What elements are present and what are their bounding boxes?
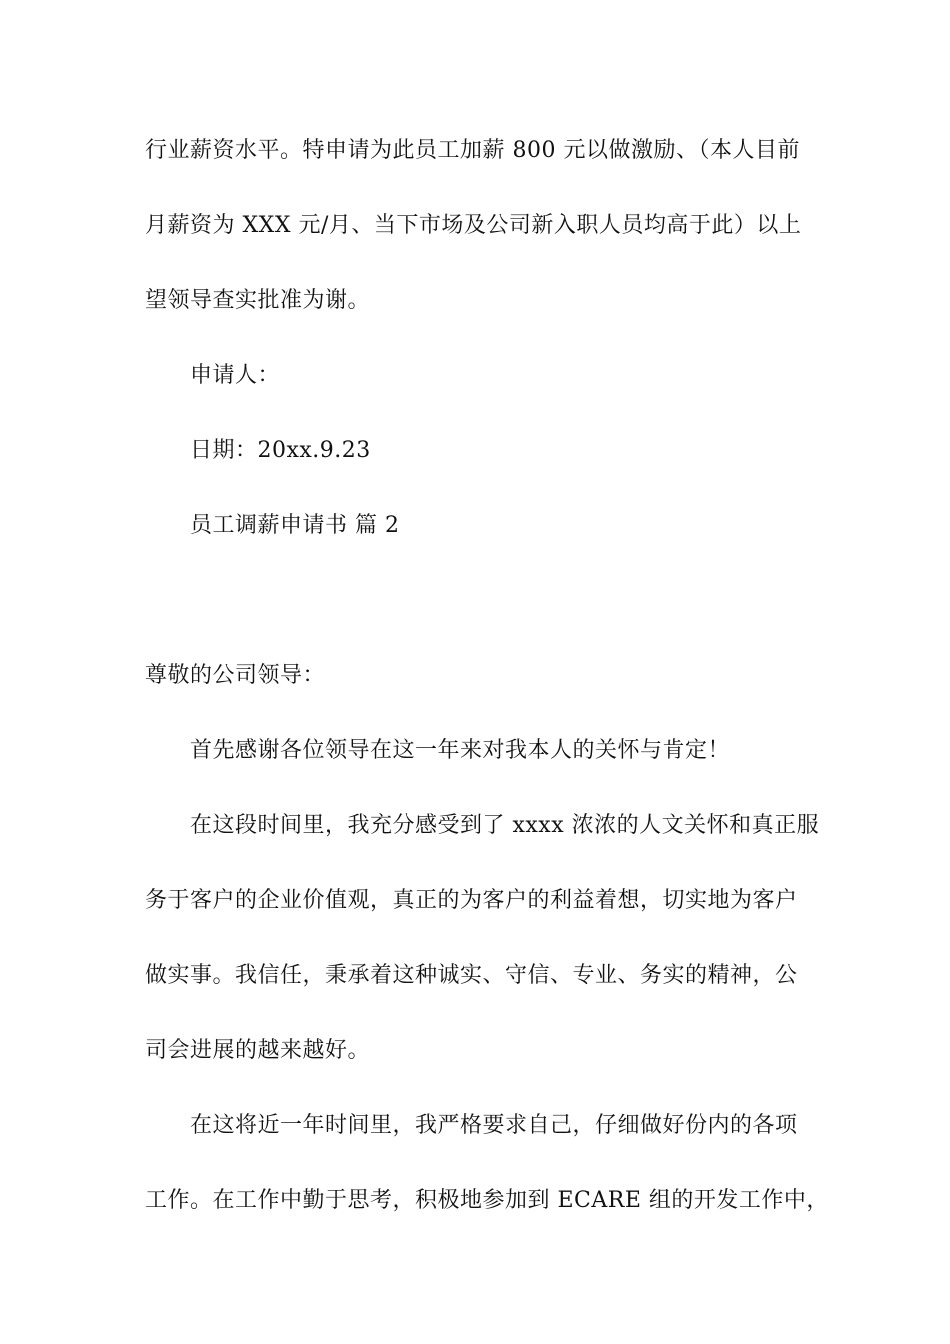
paragraph-2-line-2: 务于客户的企业价值观，真正的为客户的利益着想，切实地为客户 xyxy=(145,888,798,913)
body-text-line-1: 行业薪资水平。特申请为此员工加薪 800 元以做激励、（本人目前 xyxy=(145,138,800,163)
paragraph-3-line-2: 工作。在工作中勤于思考，积极地参加到 ECARE 组的开发工作中， xyxy=(145,1188,829,1213)
paragraph-2-line-3: 做实事。我信任，秉承着这种诚实、守信、专业、务实的精神，公 xyxy=(145,963,798,988)
paragraph-2-line-4: 司会进展的越来越好。 xyxy=(145,1038,371,1063)
paragraph-3-line-1: 在这将近一年时间里，我严格要求自己，仔细做好份内的各项 xyxy=(190,1113,798,1138)
paragraph-thanks: 首先感谢各位领导在这一年来对我本人的关怀与肯定！ xyxy=(190,738,731,763)
salutation: 尊敬的公司领导： xyxy=(145,663,326,688)
applicant-label: 申请人： xyxy=(190,363,281,388)
body-text-line-3: 望领导查实批准为谢。 xyxy=(145,288,371,313)
date-line: 日期：20xx.9.23 xyxy=(190,438,371,463)
paragraph-2-line-1: 在这段时间里，我充分感受到了 xxxx 浓浓的人文关怀和真正服 xyxy=(190,813,820,838)
body-text-line-2: 月薪资为 XXX 元/月、当下市场及公司新入职人员均高于此）以上 xyxy=(145,213,802,238)
section-heading: 员工调薪申请书 篇 2 xyxy=(190,513,400,538)
